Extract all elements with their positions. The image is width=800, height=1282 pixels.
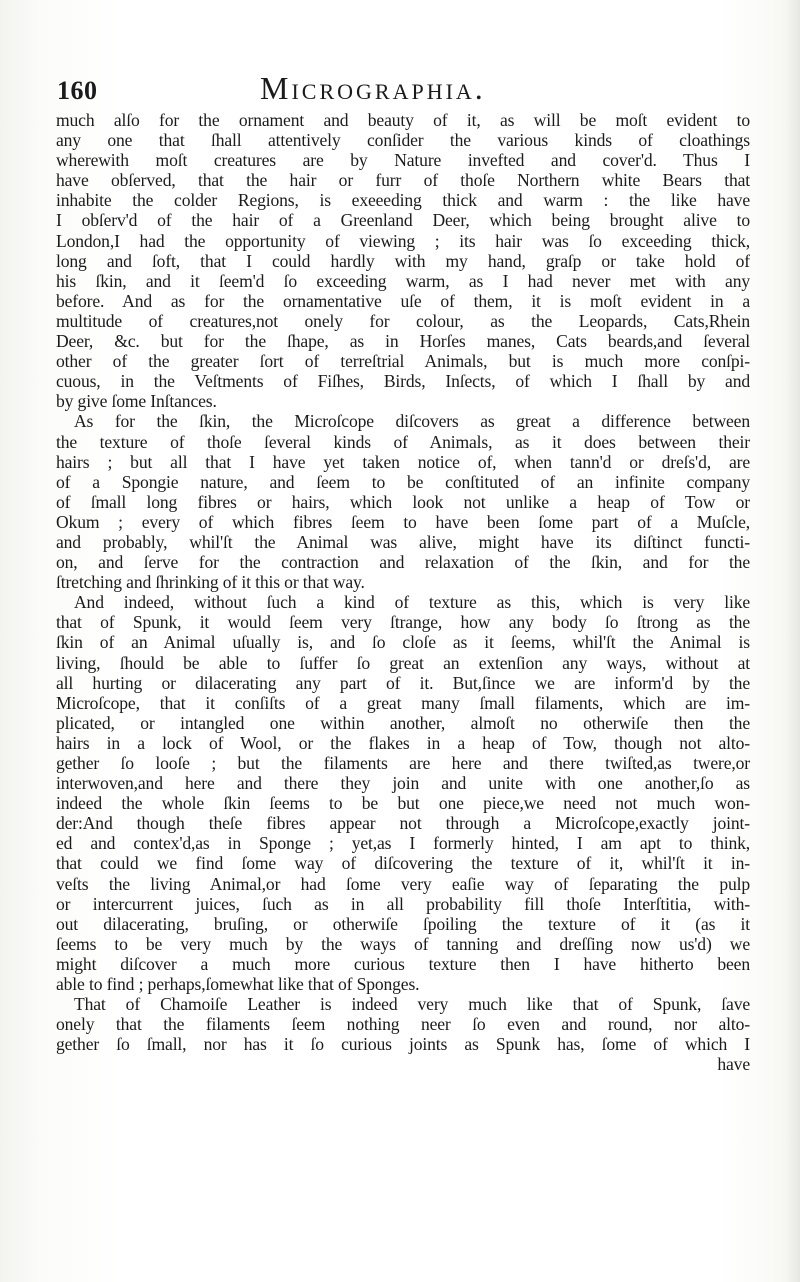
text-line: of a Spongie nature, and ſeem to be conſtituted of an infinite company [56, 471, 750, 492]
text-line: hairs ; but all that I have yet taken notice of, when tann'd or dreſs'd, are [56, 451, 750, 472]
text-line: other of the greater ſort of terreſtrial Animals, but is much more conſpi- [56, 351, 750, 372]
page-edge-shadow [786, 0, 800, 1282]
text-line: ſeems to be very much by the ways of tanning and dreſſing now us'd) we [56, 933, 750, 954]
text-line: indeed the whole ſkin ſeems to be but one piece,we need not much won- [56, 793, 750, 814]
text-line: wherewith moſt creatures are by Nature invefted and cover'd. Thus I [56, 150, 750, 171]
text-line: and probably, whil'ſt the Animal was alive, might have its diſtinct functi- [56, 531, 750, 552]
text-line: cuous, in the Veſtments of Fiſhes, Birds, Inſects, of which I ſhall by and [56, 371, 750, 392]
text-line: by give ſome Inſtances. [56, 391, 217, 412]
text-line: inhabite the colder Regions, is exeeeding thick and warm : the like have [56, 190, 750, 211]
text-line: might diſcover a much more curious texture then I have hitherto been [56, 953, 750, 974]
text-line: on, and ſerve for the contraction and relaxation of the ſkin, and for the [56, 552, 750, 573]
text-line: That of Chamoiſe Leather is indeed very much like that of Spunk, ſave [74, 994, 750, 1015]
text-line: plicated, or intangled one within another, almoſt no otherwiſe then the [56, 712, 750, 733]
text-line: the texture of thoſe ſeveral kinds of Animals, as it does between their [56, 431, 750, 452]
text-line: that of Spunk, it would ſeem very ſtrange, how any body ſo ſtrong as the [56, 612, 750, 633]
text-line: or intercurrent juices, ſuch as in all probability fill thoſe Interſtitia, with- [56, 893, 750, 914]
text-line: ſtretching and ſhrinking of it this or that way. [56, 572, 365, 593]
text-line: much alſo for the ornament and beauty of it, as will be moſt evident to [56, 110, 750, 130]
page-header [55, 70, 755, 106]
text-line: London,I had the opportunity of viewing ; its hair was ſo exceeding thick, [56, 230, 750, 251]
text-line: have [717, 1054, 750, 1075]
text-line: of ſmall long fibres or hairs, which look not unlike a heap of Tow or [56, 491, 750, 512]
text-line: all hurting or dilacerating any part of it. But,ſince we are inform'd by the [56, 672, 750, 693]
page-number: 160 [57, 76, 98, 105]
text-line: As for the ſkin, the Microſcope diſcovers as great a difference between [74, 411, 750, 432]
text-line: And indeed, without ſuch a kind of texture as this, which is very like [74, 592, 750, 613]
text-line: der:And though theſe fibres appear not through a Microſcope,exactly joint- [56, 813, 750, 834]
text-line: ſkin of an Animal uſually is, and ſo cloſe as it ſeems, whil'ſt the Animal is [56, 632, 750, 653]
text-line: before. And as for the ornamentative uſe of them, it is moſt evident in a [56, 290, 750, 311]
text-line: Microſcope, that it conſiſts of a great many ſmall filaments, which are im- [56, 692, 750, 713]
text-line: interwoven,and here and there they join and unite with one another,ſo as [56, 773, 750, 794]
text-line: have obſerved, that the hair or furr of thoſe Northern white Bears that [56, 170, 750, 191]
text-line: veſts the living Animal,or had ſome very eaſie way of ſeparating the pulp [56, 873, 750, 894]
running-head: Micrographia. [260, 70, 486, 106]
body-text [56, 110, 750, 1075]
text-line: ed and contex'd,as in Sponge ; yet,as I formerly hinted, I am apt to think, [56, 833, 750, 854]
text-line: hairs in a lock of Wool, or the flakes in a heap of Tow, though not alto- [56, 732, 750, 753]
text-line: gether ſo looſe ; but the filaments are here and there twiſted,as twere,or [56, 753, 750, 773]
text-line: able to find ; perhaps,ſomewhat like that of Sponges. [56, 974, 420, 995]
text-line: living, ſhould be able to ſuffer ſo great an extenſion any ways, without at [56, 652, 750, 673]
text-line: out dilacerating, bruſing, or otherwiſe ſpoiling the texture of it (as it [56, 913, 750, 934]
text-line: his ſkin, and it ſeem'd ſo exceeding warm, as I had never met with any [56, 270, 750, 291]
text-line: multitude of creatures,not onely for colour, as the Leopards, Cats,Rhein [56, 310, 750, 331]
text-line: Okum ; every of which fibres ſeem to have been ſome part of a Muſcle, [56, 511, 750, 532]
text-line: I obſerv'd of the hair of a Greenland Deer, which being brought alive to [56, 210, 750, 231]
text-line: long and ſoft, that I could hardly with my hand, graſp or take hold of [56, 250, 750, 271]
text-line: any one that ſhall attentively conſider the various kinds of cloathings [56, 130, 750, 151]
text-line: onely that the filaments ſeem nothing neer ſo even and round, nor alto- [56, 1014, 750, 1035]
text-line: that could we find ſome way of diſcovering the texture of it, whil'ſt it in- [56, 853, 750, 874]
text-line: Deer, &c. but for the ſhape, as in Horſes manes, Cats beards,and ſeveral [56, 331, 750, 352]
text-line: gether ſo ſmall, nor has it ſo curious joints as Spunk has, ſome of which I [56, 1034, 750, 1055]
